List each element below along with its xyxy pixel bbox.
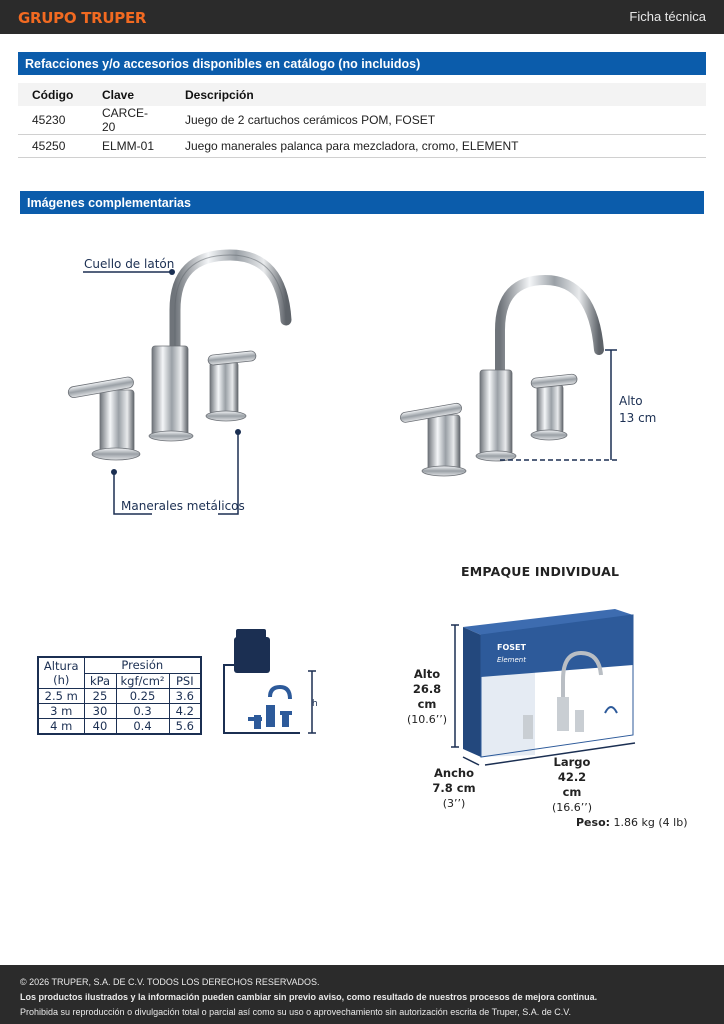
cell-descripcion: Juego de 2 cartuchos cerámicos POM, FOSET bbox=[171, 106, 706, 135]
cell-kpa: 25 bbox=[84, 688, 116, 703]
faucet-image-left bbox=[60, 240, 300, 530]
table-row bbox=[38, 688, 201, 703]
copyright: © 2026 TRUPER, S.A. DE C.V. TODOS LOS DERECHOS RESERVADOS. bbox=[20, 977, 320, 987]
callout-neck-label: Cuello de latón bbox=[84, 257, 175, 271]
water-pressure-diagram bbox=[218, 625, 328, 740]
reproduction-notice: Prohibida su reproducción o divulgación total o parcial así como su uso o aprovechamiento sin autorización escrita de Truper, S.A. de C.V. bbox=[20, 1007, 571, 1017]
cell-clave: CARCE-20 bbox=[88, 106, 171, 135]
box-brand-text: FOSET bbox=[497, 643, 526, 652]
table-header-row bbox=[18, 83, 706, 106]
cell-psi: 5.6 bbox=[169, 718, 201, 734]
largo-label: Largo bbox=[553, 755, 591, 769]
table-row bbox=[38, 703, 201, 718]
alto-inch: (10.6’’) bbox=[406, 713, 448, 726]
faucet-image-right bbox=[395, 270, 630, 480]
weight-value: 1.86 kg (4 lb) bbox=[613, 816, 688, 829]
cell-kgf: 0.4 bbox=[116, 718, 169, 734]
ancho-cm: 7.8 cm bbox=[432, 781, 476, 795]
cell-kpa: 30 bbox=[84, 703, 116, 718]
footer bbox=[0, 965, 724, 1024]
header-presion: Presión bbox=[84, 657, 201, 673]
table-row bbox=[18, 135, 706, 158]
cell-clave: ELMM-01 bbox=[88, 135, 171, 158]
brand-logo: GRUPO TRUPER bbox=[18, 9, 147, 27]
cell-kgf: 0.3 bbox=[116, 703, 169, 718]
cell-altura: 3 m bbox=[38, 703, 84, 718]
cell-kpa: 40 bbox=[84, 718, 116, 734]
largo-inch: (16.6’’) bbox=[551, 801, 593, 814]
alto-label: Alto bbox=[413, 667, 441, 681]
pressure-table bbox=[37, 656, 202, 735]
table-row bbox=[18, 106, 706, 135]
ancho-inch: (3’’) bbox=[442, 797, 466, 810]
diagram-h-label: h bbox=[312, 699, 318, 709]
faucet-height-label bbox=[619, 393, 656, 427]
package-alto bbox=[404, 667, 450, 727]
package-box-image bbox=[445, 605, 645, 780]
height-value: 13 cm bbox=[619, 411, 657, 425]
weight-label: Peso: bbox=[576, 816, 611, 829]
top-bar bbox=[0, 0, 724, 34]
unit-kpa: kPa bbox=[84, 673, 116, 688]
table-row bbox=[38, 718, 201, 734]
ancho-label: Ancho bbox=[434, 766, 474, 780]
cell-altura: 4 m bbox=[38, 718, 84, 734]
unit-kgf: kgf/cm² bbox=[116, 673, 169, 688]
column-header-descripcion: Descripción bbox=[171, 83, 706, 106]
package-ancho bbox=[432, 766, 476, 811]
header-altura-unit: (h) bbox=[38, 673, 84, 688]
cell-codigo: 45250 bbox=[18, 135, 88, 158]
column-header-clave: Clave bbox=[88, 83, 171, 106]
package-largo bbox=[548, 755, 596, 815]
header-altura: Altura bbox=[38, 657, 84, 673]
height-label: Alto bbox=[619, 394, 643, 408]
parts-section-title: Refacciones y/o accesorios disponibles en catálogo (no incluidos) bbox=[18, 52, 706, 75]
box-line-text: Element bbox=[497, 656, 526, 664]
disclaimer: Los productos ilustrados y la información pueden cambiar sin previo aviso, como resultado de nuestros procesos de mejora continua. bbox=[20, 992, 598, 1002]
document-type: Ficha técnica bbox=[629, 9, 706, 24]
package-weight bbox=[576, 816, 688, 829]
parts-table bbox=[18, 83, 706, 158]
cell-codigo: 45230 bbox=[18, 106, 88, 135]
cell-kgf: 0.25 bbox=[116, 688, 169, 703]
images-section-title: Imágenes complementarias bbox=[20, 191, 704, 214]
cell-psi: 4.2 bbox=[169, 703, 201, 718]
largo-cm: 42.2 cm bbox=[557, 770, 587, 799]
callout-handles-label: Manerales metálicos bbox=[121, 499, 245, 513]
column-header-codigo: Código bbox=[18, 83, 88, 106]
cell-psi: 3.6 bbox=[169, 688, 201, 703]
cell-descripcion: Juego manerales palanca para mezcladora, cromo, ELEMENT bbox=[171, 135, 706, 158]
cell-altura: 2.5 m bbox=[38, 688, 84, 703]
alto-cm: 26.8 cm bbox=[412, 682, 442, 711]
unit-psi: PSI bbox=[169, 673, 201, 688]
package-title: EMPAQUE INDIVIDUAL bbox=[461, 564, 620, 579]
